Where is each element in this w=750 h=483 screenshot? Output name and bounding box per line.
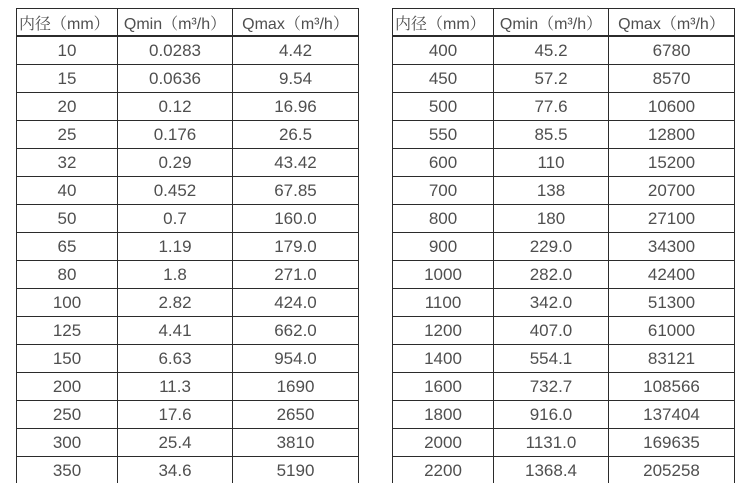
- table-cell: 0.29: [118, 149, 233, 177]
- header-row: [393, 9, 735, 37]
- table-row: [393, 401, 735, 429]
- table-cell: 300: [17, 429, 118, 457]
- table-row: [17, 373, 359, 401]
- table-cell: 3810: [233, 429, 359, 457]
- table-cell: 16.96: [233, 93, 359, 121]
- table-cell: 27100: [609, 205, 735, 233]
- table-cell: 800: [393, 205, 494, 233]
- table-cell: 26.5: [233, 121, 359, 149]
- table-row: [393, 121, 735, 149]
- table-cell: 200: [17, 373, 118, 401]
- table-cell: 1690: [233, 373, 359, 401]
- table-cell: 407.0: [494, 317, 609, 345]
- table-body: [393, 36, 735, 483]
- table-cell: 1600: [393, 373, 494, 401]
- table-cell: 1000: [393, 261, 494, 289]
- flow-table-small-diameters: [16, 8, 359, 483]
- table-header: [393, 9, 735, 37]
- table-cell: 0.7: [118, 205, 233, 233]
- table-row: [393, 345, 735, 373]
- table-row: [393, 36, 735, 65]
- table-cell: 1100: [393, 289, 494, 317]
- table-cell: 0.0283: [118, 36, 233, 65]
- table-row: [17, 205, 359, 233]
- table-cell: 1400: [393, 345, 494, 373]
- table-cell: 271.0: [233, 261, 359, 289]
- table-cell: 700: [393, 177, 494, 205]
- table-row: [17, 261, 359, 289]
- table-cell: 150: [17, 345, 118, 373]
- table-cell: 12800: [609, 121, 735, 149]
- table-cell: 4.41: [118, 317, 233, 345]
- table-cell: 180: [494, 205, 609, 233]
- table-cell: 108566: [609, 373, 735, 401]
- table-cell: 0.452: [118, 177, 233, 205]
- table-cell: 61000: [609, 317, 735, 345]
- table-cell: 342.0: [494, 289, 609, 317]
- table-cell: 732.7: [494, 373, 609, 401]
- table-row: [17, 401, 359, 429]
- table-cell: 1.19: [118, 233, 233, 261]
- table-cell: 43.42: [233, 149, 359, 177]
- table-cell: 424.0: [233, 289, 359, 317]
- table-cell: 20: [17, 93, 118, 121]
- table-cell: 2650: [233, 401, 359, 429]
- table-row: [17, 36, 359, 65]
- table-cell: 954.0: [233, 345, 359, 373]
- table-cell: 554.1: [494, 345, 609, 373]
- table-row: [17, 65, 359, 93]
- table-cell: 32: [17, 149, 118, 177]
- table-cell: 179.0: [233, 233, 359, 261]
- table-cell: 1.8: [118, 261, 233, 289]
- table-row: [393, 373, 735, 401]
- table-cell: 15200: [609, 149, 735, 177]
- table-row: [17, 289, 359, 317]
- table-cell: 110: [494, 149, 609, 177]
- table-cell: 10: [17, 36, 118, 65]
- table-row: [17, 317, 359, 345]
- table-cell: 77.6: [494, 93, 609, 121]
- table-row: [393, 177, 735, 205]
- table-cell: 137404: [609, 401, 735, 429]
- table-cell: 1131.0: [494, 429, 609, 457]
- table-cell: 282.0: [494, 261, 609, 289]
- table-cell: 205258: [609, 457, 735, 483]
- header-inner-diameter: 内径（mm）: [17, 9, 118, 37]
- table-row: [393, 233, 735, 261]
- header-inner-diameter: 内径（mm）: [393, 9, 494, 37]
- table-cell: 600: [393, 149, 494, 177]
- table-cell: 1800: [393, 401, 494, 429]
- table-cell: 50: [17, 205, 118, 233]
- table-cell: 0.176: [118, 121, 233, 149]
- table-cell: 160.0: [233, 205, 359, 233]
- table-cell: 57.2: [494, 65, 609, 93]
- table-cell: 125: [17, 317, 118, 345]
- table-cell: 169635: [609, 429, 735, 457]
- table-row: [393, 429, 735, 457]
- table-cell: 0.12: [118, 93, 233, 121]
- table-row: [17, 457, 359, 483]
- table-row: [393, 289, 735, 317]
- table-cell: 15: [17, 65, 118, 93]
- table-row: [393, 457, 735, 483]
- table-header: [17, 9, 359, 37]
- table-row: [393, 317, 735, 345]
- table-cell: 450: [393, 65, 494, 93]
- table-cell: 11.3: [118, 373, 233, 401]
- table-row: [393, 205, 735, 233]
- header-row: [17, 9, 359, 37]
- table-cell: 2200: [393, 457, 494, 483]
- table-cell: 45.2: [494, 36, 609, 65]
- table-row: [393, 65, 735, 93]
- table-row: [17, 177, 359, 205]
- table-cell: 662.0: [233, 317, 359, 345]
- table-body: [17, 36, 359, 483]
- table-cell: 916.0: [494, 401, 609, 429]
- table-cell: 85.5: [494, 121, 609, 149]
- table-cell: 25: [17, 121, 118, 149]
- table-cell: 17.6: [118, 401, 233, 429]
- table-cell: 4.42: [233, 36, 359, 65]
- table-cell: 8570: [609, 65, 735, 93]
- table-row: [17, 149, 359, 177]
- table-cell: 67.85: [233, 177, 359, 205]
- table-row: [17, 429, 359, 457]
- flow-table-large-diameters: [392, 8, 735, 483]
- table-cell: 1368.4: [494, 457, 609, 483]
- table-cell: 350: [17, 457, 118, 483]
- table-cell: 34300: [609, 233, 735, 261]
- table-cell: 25.4: [118, 429, 233, 457]
- table-cell: 5190: [233, 457, 359, 483]
- table-cell: 42400: [609, 261, 735, 289]
- table-cell: 400: [393, 36, 494, 65]
- table-cell: 6780: [609, 36, 735, 65]
- table-cell: 138: [494, 177, 609, 205]
- table-row: [393, 149, 735, 177]
- table-cell: 900: [393, 233, 494, 261]
- table-cell: 80: [17, 261, 118, 289]
- table-row: [17, 345, 359, 373]
- table-cell: 250: [17, 401, 118, 429]
- header-qmax: Qmax（m³/h）: [233, 9, 359, 37]
- table-row: [393, 261, 735, 289]
- table-cell: 550: [393, 121, 494, 149]
- table-cell: 51300: [609, 289, 735, 317]
- table-cell: 500: [393, 93, 494, 121]
- table-cell: 83121: [609, 345, 735, 373]
- table-cell: 100: [17, 289, 118, 317]
- table-cell: 10600: [609, 93, 735, 121]
- table-cell: 6.63: [118, 345, 233, 373]
- table-row: [17, 121, 359, 149]
- table-cell: 1200: [393, 317, 494, 345]
- table-row: [17, 233, 359, 261]
- table-cell: 2.82: [118, 289, 233, 317]
- table-cell: 34.6: [118, 457, 233, 483]
- table-cell: 0.0636: [118, 65, 233, 93]
- header-qmin: Qmin（m³/h）: [494, 9, 609, 37]
- table-cell: 40: [17, 177, 118, 205]
- table-cell: 2000: [393, 429, 494, 457]
- table-cell: 20700: [609, 177, 735, 205]
- table-cell: 229.0: [494, 233, 609, 261]
- table-cell: 65: [17, 233, 118, 261]
- header-qmin: Qmin（m³/h）: [118, 9, 233, 37]
- table-row: [17, 93, 359, 121]
- table-cell: 9.54: [233, 65, 359, 93]
- header-qmax: Qmax（m³/h）: [609, 9, 735, 37]
- table-row: [393, 93, 735, 121]
